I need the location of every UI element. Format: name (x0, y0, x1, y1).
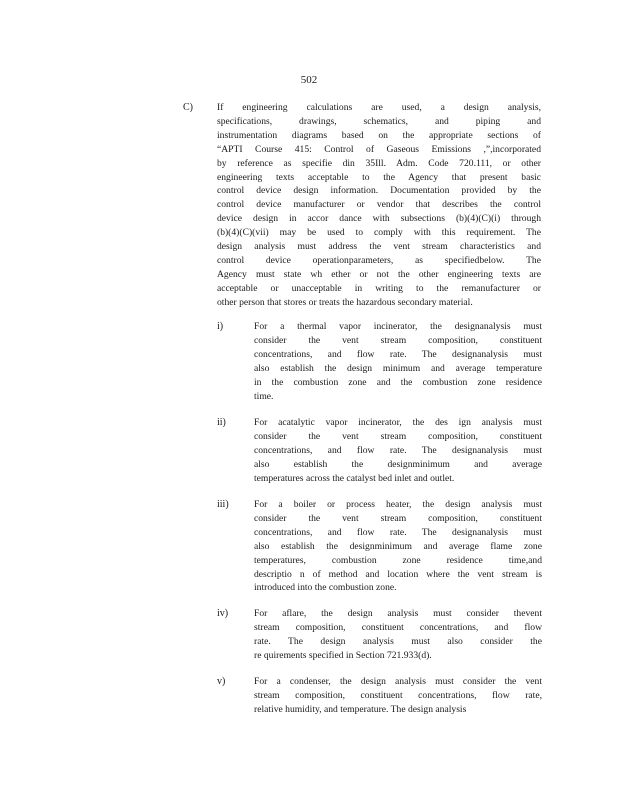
text-line: instrumentation diagrams based on the appropriate sections of (217, 129, 541, 141)
list-item-text (254, 320, 542, 403)
text-line: engineering texts acceptable to the Agency that present basic (217, 171, 541, 183)
text-line: re quirements specified in Section 721.933(d). (254, 649, 432, 661)
list-item-text (254, 675, 542, 717)
text-line: consider the vent stream composition, constituent (254, 512, 542, 524)
text-line: control device design information. Documentation provided by the (217, 185, 541, 197)
text-line: For a thermal vapor incinerator, the designanalysis must (254, 321, 542, 332)
text-line: relative humidity, and temperature. The design analysis (254, 703, 467, 715)
text-line: For aflare, the design analysis must consider thevent (254, 608, 542, 619)
text-line: For a condenser, the design analysis must consider the vent (254, 676, 542, 687)
text-line: temperatures, combustion zone residence time,and (254, 554, 542, 566)
text-line: device design in accor dance with subsections (b)(4)(C)(i) through (217, 213, 541, 225)
list-item-label: iii) (217, 499, 229, 510)
list-item-label: v) (217, 676, 226, 687)
text-line: Agency must state wh ether or not the other engineering texts are (217, 268, 541, 280)
text-line: design analysis must address the vent stream characteristics and (217, 241, 541, 253)
text-line: time. (254, 390, 274, 402)
list-item-label: ii) (217, 417, 226, 428)
text-line: in the combustion zone and the combustion zone residence (254, 376, 542, 388)
text-line: descriptio n of method and location where the vent stream is (254, 568, 542, 580)
text-line: acceptable or unacceptable in writing to the remanufacturer or (217, 282, 541, 294)
text-line: concentrations, and flow rate. The designanalysis must (254, 444, 542, 456)
text-line: concentrations, and flow rate. The designanalysis must (254, 526, 542, 538)
list-item-label: i) (217, 321, 224, 332)
text-line: introduced into the combustion zone. (254, 582, 397, 594)
text-line: consider the vent stream composition, constituent (254, 430, 542, 442)
text-line: also establish the designminimum and average flame zone (254, 540, 542, 552)
text-line: For acatalytic vapor incinerator, the des ign analysis must (254, 417, 542, 428)
list-item-text (254, 416, 542, 486)
text-line: rate. The design analysis must also consider the (254, 635, 542, 647)
text-line: temperatures across the catalyst bed inlet and outlet. (254, 472, 455, 484)
text-line: control device operationparameters, as specifiedbelow. The (217, 254, 541, 266)
text-line: control device manufacturer or vendor that describes the control (217, 199, 541, 211)
text-line: other person that stores or treats the hazardous secondary material. (217, 296, 473, 308)
text-line: consider the vent stream composition, constituent (254, 334, 542, 346)
text-line: also establish the designminimum and average (254, 458, 542, 470)
section-paragraph (217, 101, 541, 310)
list-item-text (254, 498, 542, 595)
text-line: stream composition, constituent concentrations, and flow (254, 621, 542, 633)
text-line: concentrations, and flow rate. The designanalysis must (254, 348, 542, 360)
page-number: 502 (300, 74, 318, 86)
section-label: C) (183, 102, 193, 113)
text-line: “APTI Course 415: Control of Gaseous Emissions ,”,incorporated (217, 143, 541, 155)
text-line: stream composition, constituent concentrations, flow rate, (254, 689, 542, 701)
text-line: by reference as specifie din 35Ill. Adm. Code 720.111, or other (217, 157, 541, 169)
text-line: If engineering calculations are used, a design analysis, (217, 102, 541, 113)
list-item-text (254, 607, 542, 663)
list-item-label: iv) (217, 608, 229, 619)
text-line: For a boiler or process heater, the design analysis must (254, 499, 542, 510)
text-line: (b)(4)(C)(vii) may be used to comply with this requirement. The (217, 227, 541, 239)
text-line: specifications, drawings, schematics, and piping and (217, 115, 541, 127)
text-line: also establish the design minimum and average temperature (254, 362, 542, 374)
